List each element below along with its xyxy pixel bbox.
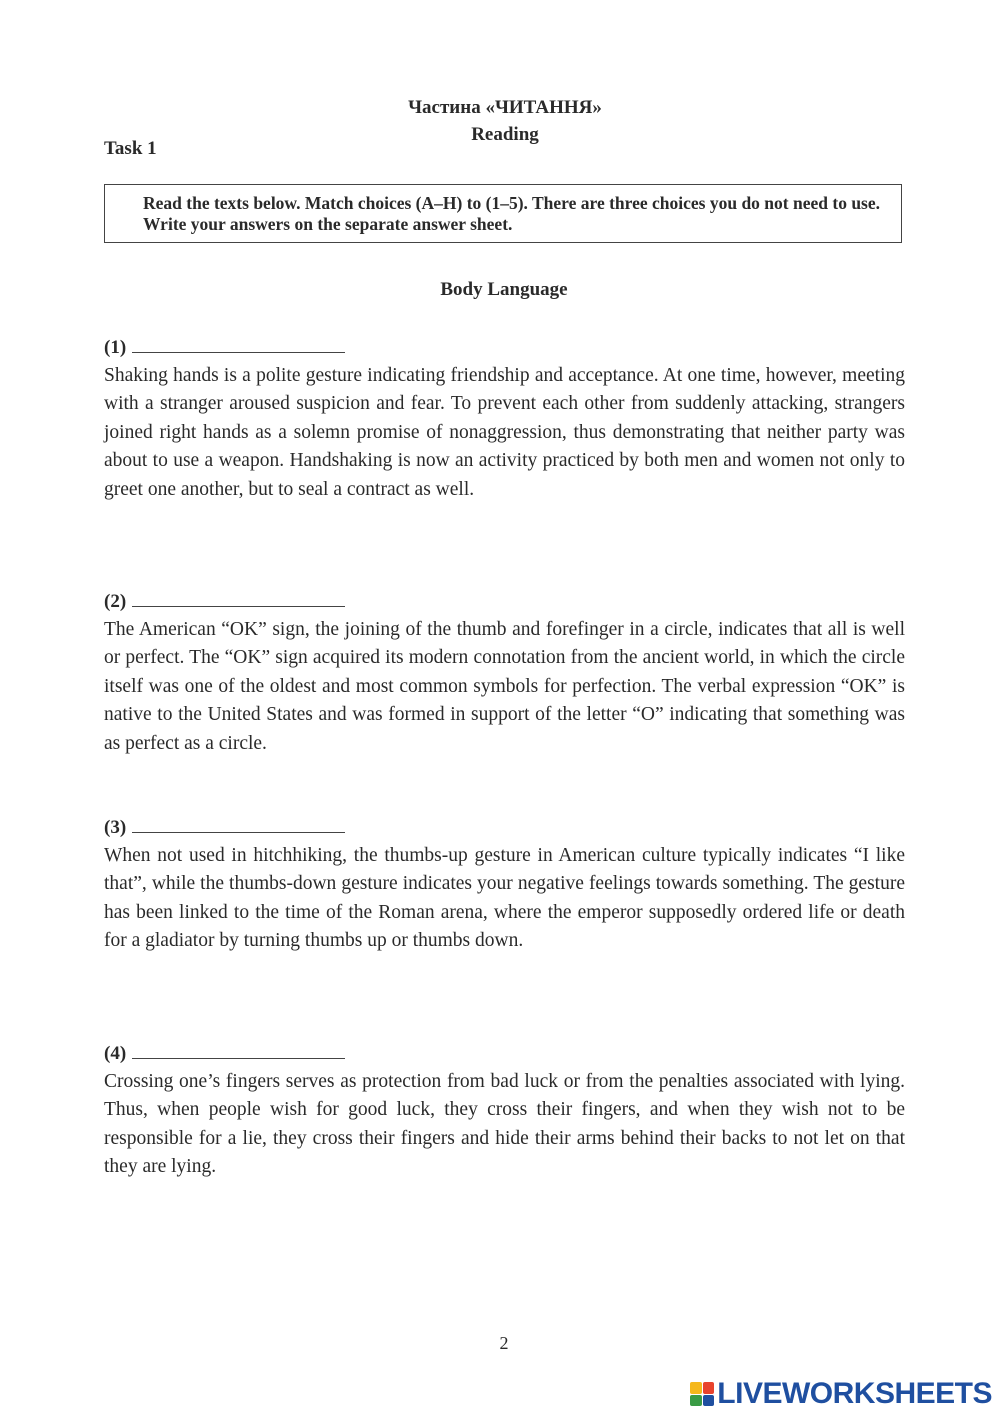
answer-blank[interactable] [132,334,345,353]
text-block-4 [104,1040,905,1182]
text-paragraph: The American “OK” sign, the joining of the thumb and forefinger in a circle, indicates that all is well or perfect. The “OK” sign acquired its modern connotation from the ancient world, in which the circle itself was one of the oldest and most common symbols for perfection. The verbal expression “OK” is native to the United States and was formed in support of the letter “O” indicating that something was as perfect as a circle. [104,619,905,754]
watermark-text: LIVEWORKSHEETS [717,1377,992,1410]
text-paragraph: Shaking hands is a polite gesture indicating friendship and acceptance. At one time, however, meeting with a stranger aroused suspicion and fear. To prevent each other from suddenly attacking, strangers joined right hands as a solemn promise of nonaggression, thus demonstrating that neither party was about to use a weapon. Handshaking is now an activity practiced by both men and women not only to greet one another, but to seal a contract as well. [104,365,905,500]
text-number: (4) [104,1043,127,1064]
instructions-text: Read the texts below. Match choices (A–H) to (1–5). There are three choices you do not need to use. Write your answers on the separate answer sheet. [143,193,881,234]
text-number: (2) [104,591,127,612]
logo-square [690,1382,702,1394]
liveworksheets-watermark [690,1377,992,1411]
answer-blank[interactable] [132,814,345,833]
text-block-3 [104,814,905,956]
text-number-line [104,1040,905,1068]
logo-square [690,1395,702,1407]
text-number-line [104,588,905,616]
text-paragraph: Crossing one’s fingers serves as protection from bad luck or from the penalties associated with lying. Thus, when people wish for good luck, they cross their fingers, and when they wish not to be responsible for a lie, they cross their fingers and hide their arms behind their backs to not let on that they are lying. [104,1071,905,1178]
section-subtitle: Reading [471,124,539,145]
text-paragraph: When not used in hitchhiking, the thumbs-up gesture in American culture typically indicates “I like that”, while the thumbs-down gesture indicates your negative feelings towards something. The gesture has been linked to the time of the Roman arena, where the emperor supposedly ordered life or death for a gladiator by turning thumbs up or thumbs down. [104,845,905,952]
answer-blank[interactable] [132,1040,345,1059]
logo-square [703,1395,715,1407]
page-number: 2 [499,1333,509,1353]
logo-square [703,1382,715,1394]
text-block-2 [104,588,905,758]
instructions-box [104,184,902,243]
text-number: (1) [104,337,127,358]
text-block-1 [104,334,905,504]
answer-blank[interactable] [132,588,345,607]
text-heading: Body Language [440,279,568,300]
task-label: Task 1 [104,138,157,159]
text-number-line [104,814,905,842]
liveworksheets-logo-icon [690,1382,714,1406]
text-number-line [104,334,905,362]
text-number: (3) [104,817,127,838]
section-title: Частина «ЧИТАННЯ» [408,97,602,118]
